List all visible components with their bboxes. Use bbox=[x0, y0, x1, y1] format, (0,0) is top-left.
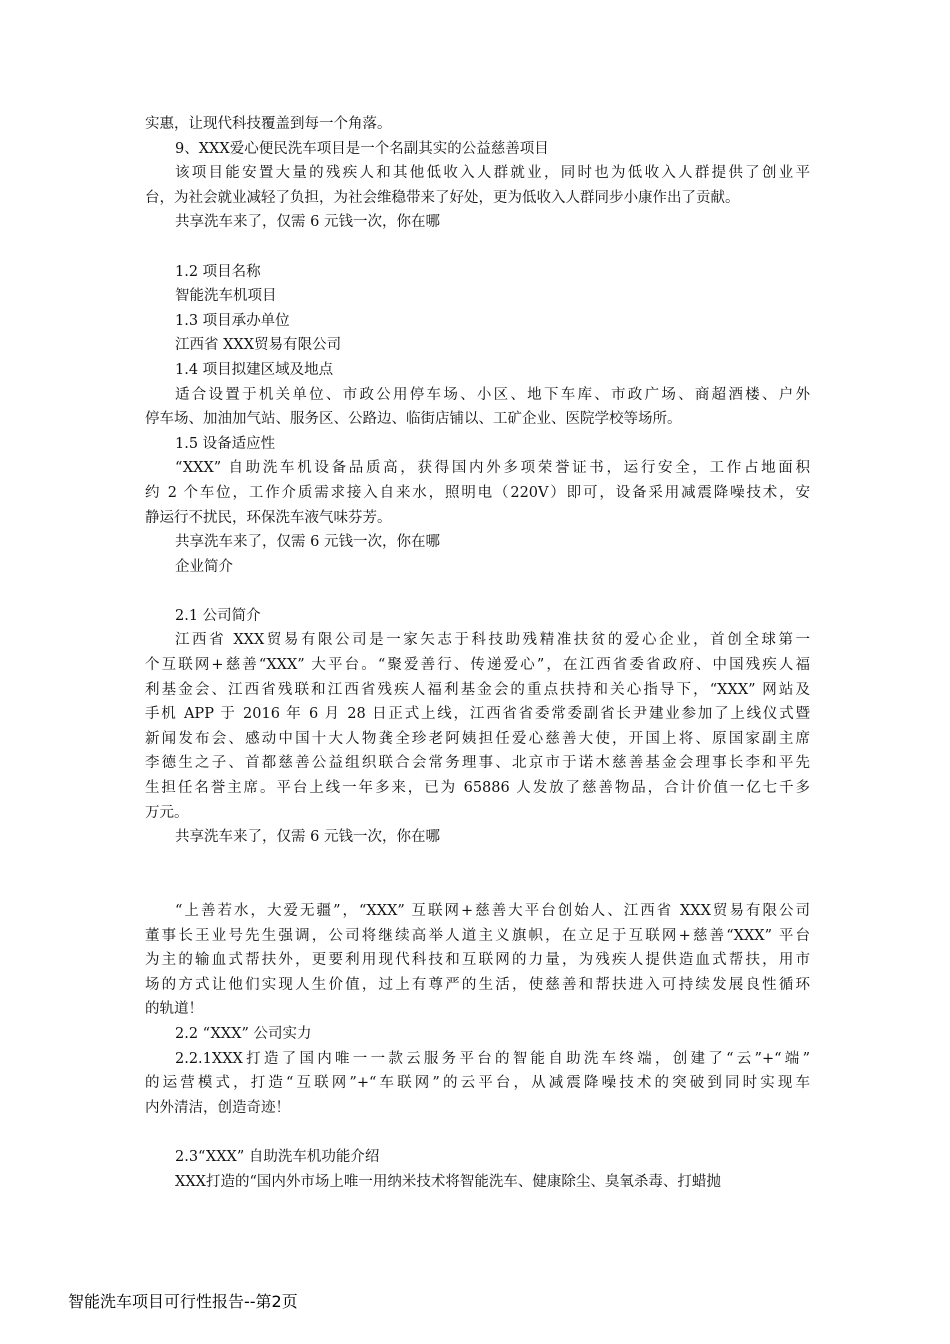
paragraph bbox=[145, 112, 810, 137]
paragraph bbox=[145, 432, 810, 457]
text-line: 江西省 XXX贸易有限公司是一家矢志于科技助残精准扶贫的爱心企业，首创全球第一 bbox=[175, 632, 810, 649]
paragraph bbox=[145, 628, 810, 825]
paragraph bbox=[145, 456, 810, 530]
page-footer: 智能洗车项目可行性报告--第2页 bbox=[68, 1292, 298, 1311]
text-line: 李德生之子、首都慈善公益组织联合会常务理事、北京市于诺木慈善基金会理事长李和平先 bbox=[145, 755, 810, 772]
text-line: 万元。 bbox=[145, 804, 189, 821]
text-line: 1.3 项目承办单位 bbox=[175, 312, 290, 329]
paragraph bbox=[145, 1047, 810, 1121]
text-line: 手机 APP 于 2016 年 6 月 28 日正式上线，江西省省委常委副省长尹建业参加了上线仪式暨 bbox=[145, 706, 810, 723]
text-line: 江西省 XXX贸易有限公司 bbox=[175, 337, 342, 354]
text-line: 董事长王业号先生强调，公司将继续高举人道主义旗帜，在立足于互联网+慈善“XXX” 平台 bbox=[145, 927, 810, 944]
text-line: 2.3“XXX” 自助洗车机功能介绍 bbox=[175, 1148, 380, 1165]
text-line: 约 2 个车位，工作介质需求接入自来水，照明电（220V）即可，设备采用减震降噪技术，安 bbox=[145, 484, 810, 501]
text-line: 静运行不扰民，环保洗车液气味芬芳。 bbox=[145, 509, 392, 526]
paragraph bbox=[145, 1022, 810, 1047]
text-line: 适合设置于机关单位、市政公用停车场、小区、地下车库、市政广场、商超酒楼、户外 bbox=[175, 386, 810, 403]
text-line: 为主的输血式帮扶外，更要利用现代科技和互联网的力量，为残疾人提供造血式帮扶，用市 bbox=[145, 952, 810, 969]
paragraph bbox=[145, 899, 810, 1022]
paragraph bbox=[145, 825, 810, 850]
text-line: 2.2 “XXX” 公司实力 bbox=[175, 1025, 312, 1042]
text-line: 利基金会、江西省残联和江西省残疾人福利基金会的重点扶持和关心指导下，“XXX” 网站及 bbox=[145, 681, 810, 698]
blank-line bbox=[145, 874, 810, 899]
text-line: 共享洗车来了，仅需 6 元钱一次，你在哪 bbox=[175, 829, 440, 846]
blank-line bbox=[145, 850, 810, 875]
blank-line bbox=[145, 579, 810, 604]
text-line: 2.2.1XXX打造了国内唯一一款云服务平台的智能自助洗车终端，创建了“云”+“端” bbox=[175, 1050, 810, 1067]
text-line: 的运营模式，打造“互联网”+“车联网”的云平台，从减震降噪技术的突破到同时实现车 bbox=[145, 1075, 810, 1092]
text-line: 内外清洁，创造奇迹！ bbox=[145, 1099, 290, 1116]
text-line: 台，为社会就业减轻了负担，为社会维稳带来了好处，更为低收入人群同步小康作出了贡献。 bbox=[145, 189, 740, 206]
paragraph bbox=[145, 137, 810, 162]
blank-line bbox=[145, 235, 810, 260]
text-line: 场的方式让他们实现人生价值，过上有尊严的生活，使慈善和帮扶进入可持续发展良性循环 bbox=[145, 976, 810, 993]
paragraph bbox=[145, 260, 810, 285]
text-line: 停车场、加油加气站、服务区、公路边、临街店铺以、工矿企业、医院学校等场所。 bbox=[145, 411, 682, 428]
text-line: 9、XXX爱心便民洗车项目是一个名副其实的公益慈善项目 bbox=[175, 140, 549, 157]
text-line: 该项目能安置大量的残疾人和其他低收入人群就业，同时也为低收入人群提供了创业平 bbox=[175, 165, 810, 182]
text-line: “XXX” 自助洗车机设备品质高，获得国内外多项荣誉证书，运行安全，工作占地面积 bbox=[175, 460, 810, 477]
text-line: “上善若水，大爱无疆”，“XXX” 互联网+慈善大平台创始人、江西省 XXX贸易有限公司 bbox=[175, 903, 810, 919]
text-line: XXX打造的“国内外市场上唯一用纳米技术将智能洗车、健康除尘、臭氧杀毒、打蜡抛 bbox=[175, 1173, 721, 1190]
paragraph bbox=[145, 284, 810, 309]
text-line: 实惠，让现代科技覆盖到每一个角落。 bbox=[145, 116, 392, 132]
text-line: 1.4 项目拟建区域及地点 bbox=[175, 361, 334, 378]
paragraph bbox=[145, 161, 810, 210]
text-line: 的轨道！ bbox=[145, 1001, 203, 1018]
paragraph bbox=[145, 604, 810, 629]
document-body bbox=[145, 112, 810, 1194]
paragraph bbox=[145, 383, 810, 432]
blank-line bbox=[145, 1120, 810, 1145]
text-line: 共享洗车来了，仅需 6 元钱一次，你在哪 bbox=[175, 214, 440, 231]
text-line: 生担任名誉主席。平台上线一年多来，已为 65886 人发放了慈善物品，合计价值一亿七千多 bbox=[145, 780, 810, 797]
paragraph bbox=[145, 210, 810, 235]
paragraph bbox=[145, 530, 810, 555]
text-line: 个互联网+慈善“XXX” 大平台。“聚爱善行、传递爱心”，在江西省委省政府、中国残疾人福 bbox=[145, 657, 810, 674]
text-line: 智能洗车机项目 bbox=[175, 288, 277, 305]
text-line: 2.1 公司简介 bbox=[175, 607, 261, 624]
paragraph bbox=[145, 309, 810, 334]
text-line: 企业简介 bbox=[175, 558, 233, 575]
text-line: 1.2 项目名称 bbox=[175, 263, 261, 280]
paragraph bbox=[145, 555, 810, 580]
paragraph bbox=[145, 1145, 810, 1170]
text-line: 共享洗车来了，仅需 6 元钱一次，你在哪 bbox=[175, 534, 440, 551]
text-line: 新闻发布会、感动中国十大人物龚全珍老阿姨担任爱心慈善大使，开国上将、原国家副主席 bbox=[145, 730, 810, 747]
paragraph bbox=[145, 358, 810, 383]
text-line: 1.5 设备适应性 bbox=[175, 435, 276, 452]
paragraph bbox=[145, 333, 810, 358]
paragraph bbox=[145, 1170, 810, 1195]
